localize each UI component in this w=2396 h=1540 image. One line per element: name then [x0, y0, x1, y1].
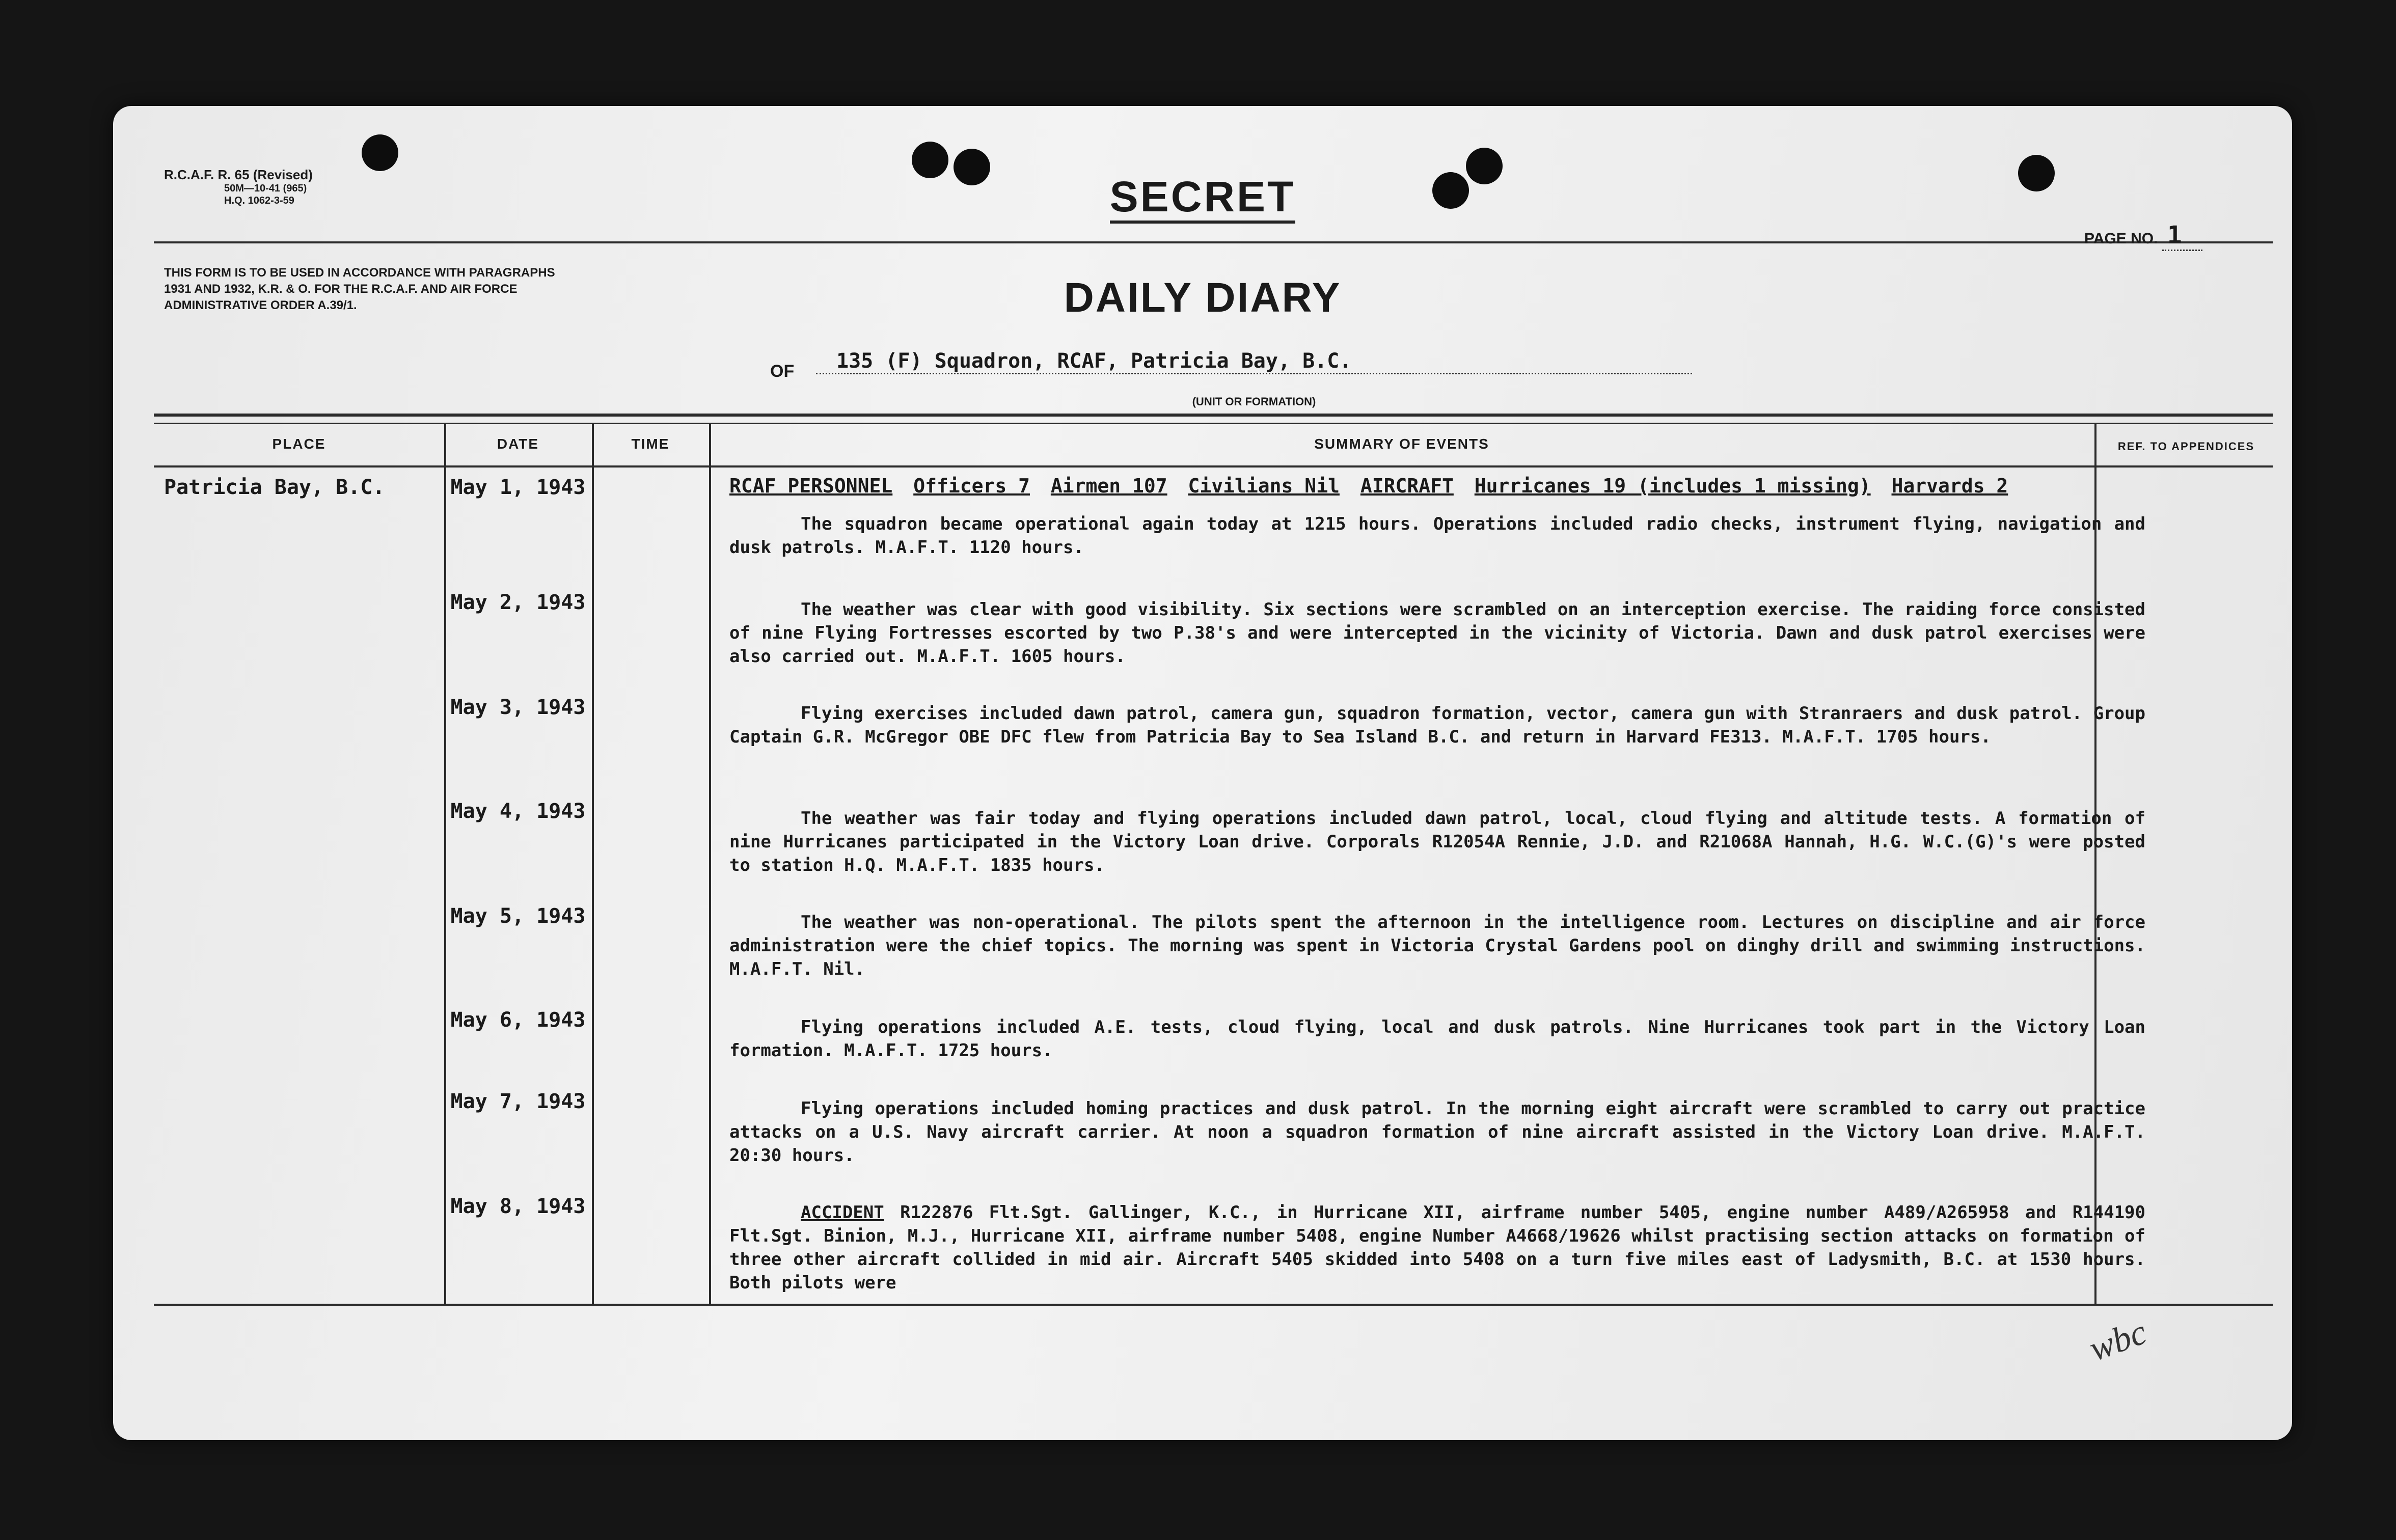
entry-text: [729, 1015, 2145, 1062]
entry-text: [729, 1097, 2145, 1167]
entry-paragraph: The weather was fair today and flying operations included dawn patrol, local, cloud flying and altitude tests. A formation of nine Hurricanes participated in the Victory Loan drive. Corporals R12054A Rennie, J.D. and R21068A Hannah, H.G. W.C.(G)'s were posted to station H.Q. M.A.F.T. 1835 hours.: [729, 808, 2145, 875]
column-header-ref: REF. TO APPENDICES: [2117, 440, 2255, 453]
entry-text: [729, 807, 2145, 877]
page-title: DAILY DIARY: [1064, 274, 1342, 321]
column-header-place: PLACE: [272, 436, 326, 452]
date-cell: May 2, 1943: [450, 591, 586, 614]
page-number-label: PAGE NO.: [2084, 230, 2158, 247]
personnel-airmen: Airmen 107: [1050, 475, 1167, 497]
page-number-value: 1: [2162, 221, 2202, 251]
table-top-rule: [154, 423, 2273, 424]
table-top-rule: [154, 414, 2273, 417]
entry-paragraph: [729, 1201, 2145, 1295]
aircraft-label: AIRCRAFT: [1360, 475, 1454, 497]
diary-page: [113, 106, 2292, 1440]
entry-paragraph: Flying operations included A.E. tests, cloud flying, local and dusk patrols. Nine Hurricanes took part in the Victory Loan formation. M.A.F.T. 1725 hours.: [729, 1017, 2145, 1061]
personnel-officers: Officers 7: [913, 475, 1030, 497]
entry-paragraph: The squadron became operational again today at 1215 hours. Operations included radio checks, instrument flying, navigation and dusk patrols. M.A.F.T. 1120 hours.: [729, 514, 2145, 558]
form-ref-line2: 50M—10-41 (965): [224, 183, 307, 194]
date-cell: May 5, 1943: [450, 904, 586, 928]
date-cell: May 3, 1943: [450, 696, 586, 719]
table-bottom-rule: [154, 1304, 2273, 1306]
form-ref-line1: R.C.A.F. R. 65 (Revised): [164, 167, 313, 182]
entry-paragraph: The weather was non-operational. The pilots spent the afternoon in the intelligence room. Lectures on discipline and air force administration were the chief topics. The morning was spent in Victoria Crystal Gardens pool on dinghy drill and swimming instructions. M.A.F.T. Nil.: [729, 912, 2145, 979]
classification: [113, 172, 2292, 222]
table-header-rule: [154, 465, 2273, 468]
column-header-summary: SUMMARY OF EVENTS: [1314, 436, 1489, 452]
entry-text: [729, 512, 2145, 559]
column-header-time: TIME: [631, 436, 670, 452]
divider: [154, 241, 2273, 243]
page-number: [2084, 221, 2202, 250]
date-cell: May 7, 1943: [450, 1090, 586, 1113]
aircraft-harvards: Harvards 2: [1891, 475, 2008, 497]
unit-caption: (UNIT OR FORMATION): [1192, 395, 1316, 408]
entry-text: [729, 702, 2145, 749]
form-notice: THIS FORM IS TO BE USED IN ACCORDANCE WITH PARAGRAPHS 1931 AND 1932, K.R. & O. FOR THE R.C.A.F. AND AIR FORCE ADMINISTRATIVE ORDER A.39/1.: [164, 266, 555, 312]
date-cell: May 4, 1943: [450, 800, 586, 823]
unit-field: 135 (F) Squadron, RCAF, Patricia Bay, B.C.: [816, 349, 1692, 374]
form-ref-line3: H.Q. 1062-3-59: [224, 195, 294, 206]
of-label: OF: [770, 362, 795, 381]
column-header-date: DATE: [497, 436, 539, 452]
date-cell: May 1, 1943: [450, 476, 586, 499]
classification-text: SECRET: [1110, 173, 1296, 224]
date-cell: May 8, 1943: [450, 1195, 586, 1218]
personnel-line: [729, 475, 2017, 497]
entry-text: [729, 911, 2145, 981]
personnel-label: RCAF PERSONNEL: [729, 475, 893, 497]
entry-paragraph: The weather was clear with good visibility. Six sections were scrambled on an interception exercise. The raiding force consisted of nine Flying Fortresses escorted by two P.38's and were intercepted in the vicinity of Victoria. Dawn and dusk patrol exercises were also carried out. M.A.F.T. 1605 hours.: [729, 599, 2145, 667]
accident-text: R122876 Flt.Sgt. Gallinger, K.C., in Hurricane XII, airframe number 5405, engine number A489/A265958 and R144190 Flt.Sgt. Binion, M.J., Hurricane XII, airframe number 5408, engine Number A4668/19626 whilst practising section attacks on formation of three other aircraft collided in mid air. Aircraft 5405 skidded into 5408 on a turn five miles east of Ladysmith, B.C. at 1530 hours. Both pilots were: [729, 1202, 2145, 1293]
column-divider: [709, 423, 711, 1304]
entry-text: [729, 1201, 2145, 1295]
entry-text: [729, 598, 2145, 668]
column-divider: [592, 423, 594, 1304]
personnel-civilians: Civilians Nil: [1188, 475, 1340, 497]
entry-paragraph: Flying exercises included dawn patrol, camera gun, squadron formation, vector, camera gun with Stranraers and dusk patrol. Group Captain G.R. McGregor OBE DFC flew from Patricia Bay to Sea Island B.C. and return in Harvard FE313. M.A.F.T. 1705 hours.: [729, 703, 2145, 747]
date-cell: May 6, 1943: [450, 1008, 586, 1032]
entry-paragraph: Flying operations included homing practices and dusk patrol. In the morning eight aircraft were scrambled to carry out practice attacks on a U.S. Navy aircraft carrier. At noon a squadron formation of nine aircraft assisted in the Victory Loan drive. M.A.F.T. 20:30 hours.: [729, 1098, 2145, 1166]
initials-signature: wbc: [2084, 1312, 2152, 1369]
punch-hole: [362, 134, 398, 171]
aircraft-hurricanes: Hurricanes 19 (includes 1 missing): [1474, 475, 1871, 497]
accident-label: ACCIDENT: [801, 1202, 884, 1223]
place-cell: Patricia Bay, B.C.: [164, 476, 385, 499]
column-divider: [444, 423, 446, 1304]
